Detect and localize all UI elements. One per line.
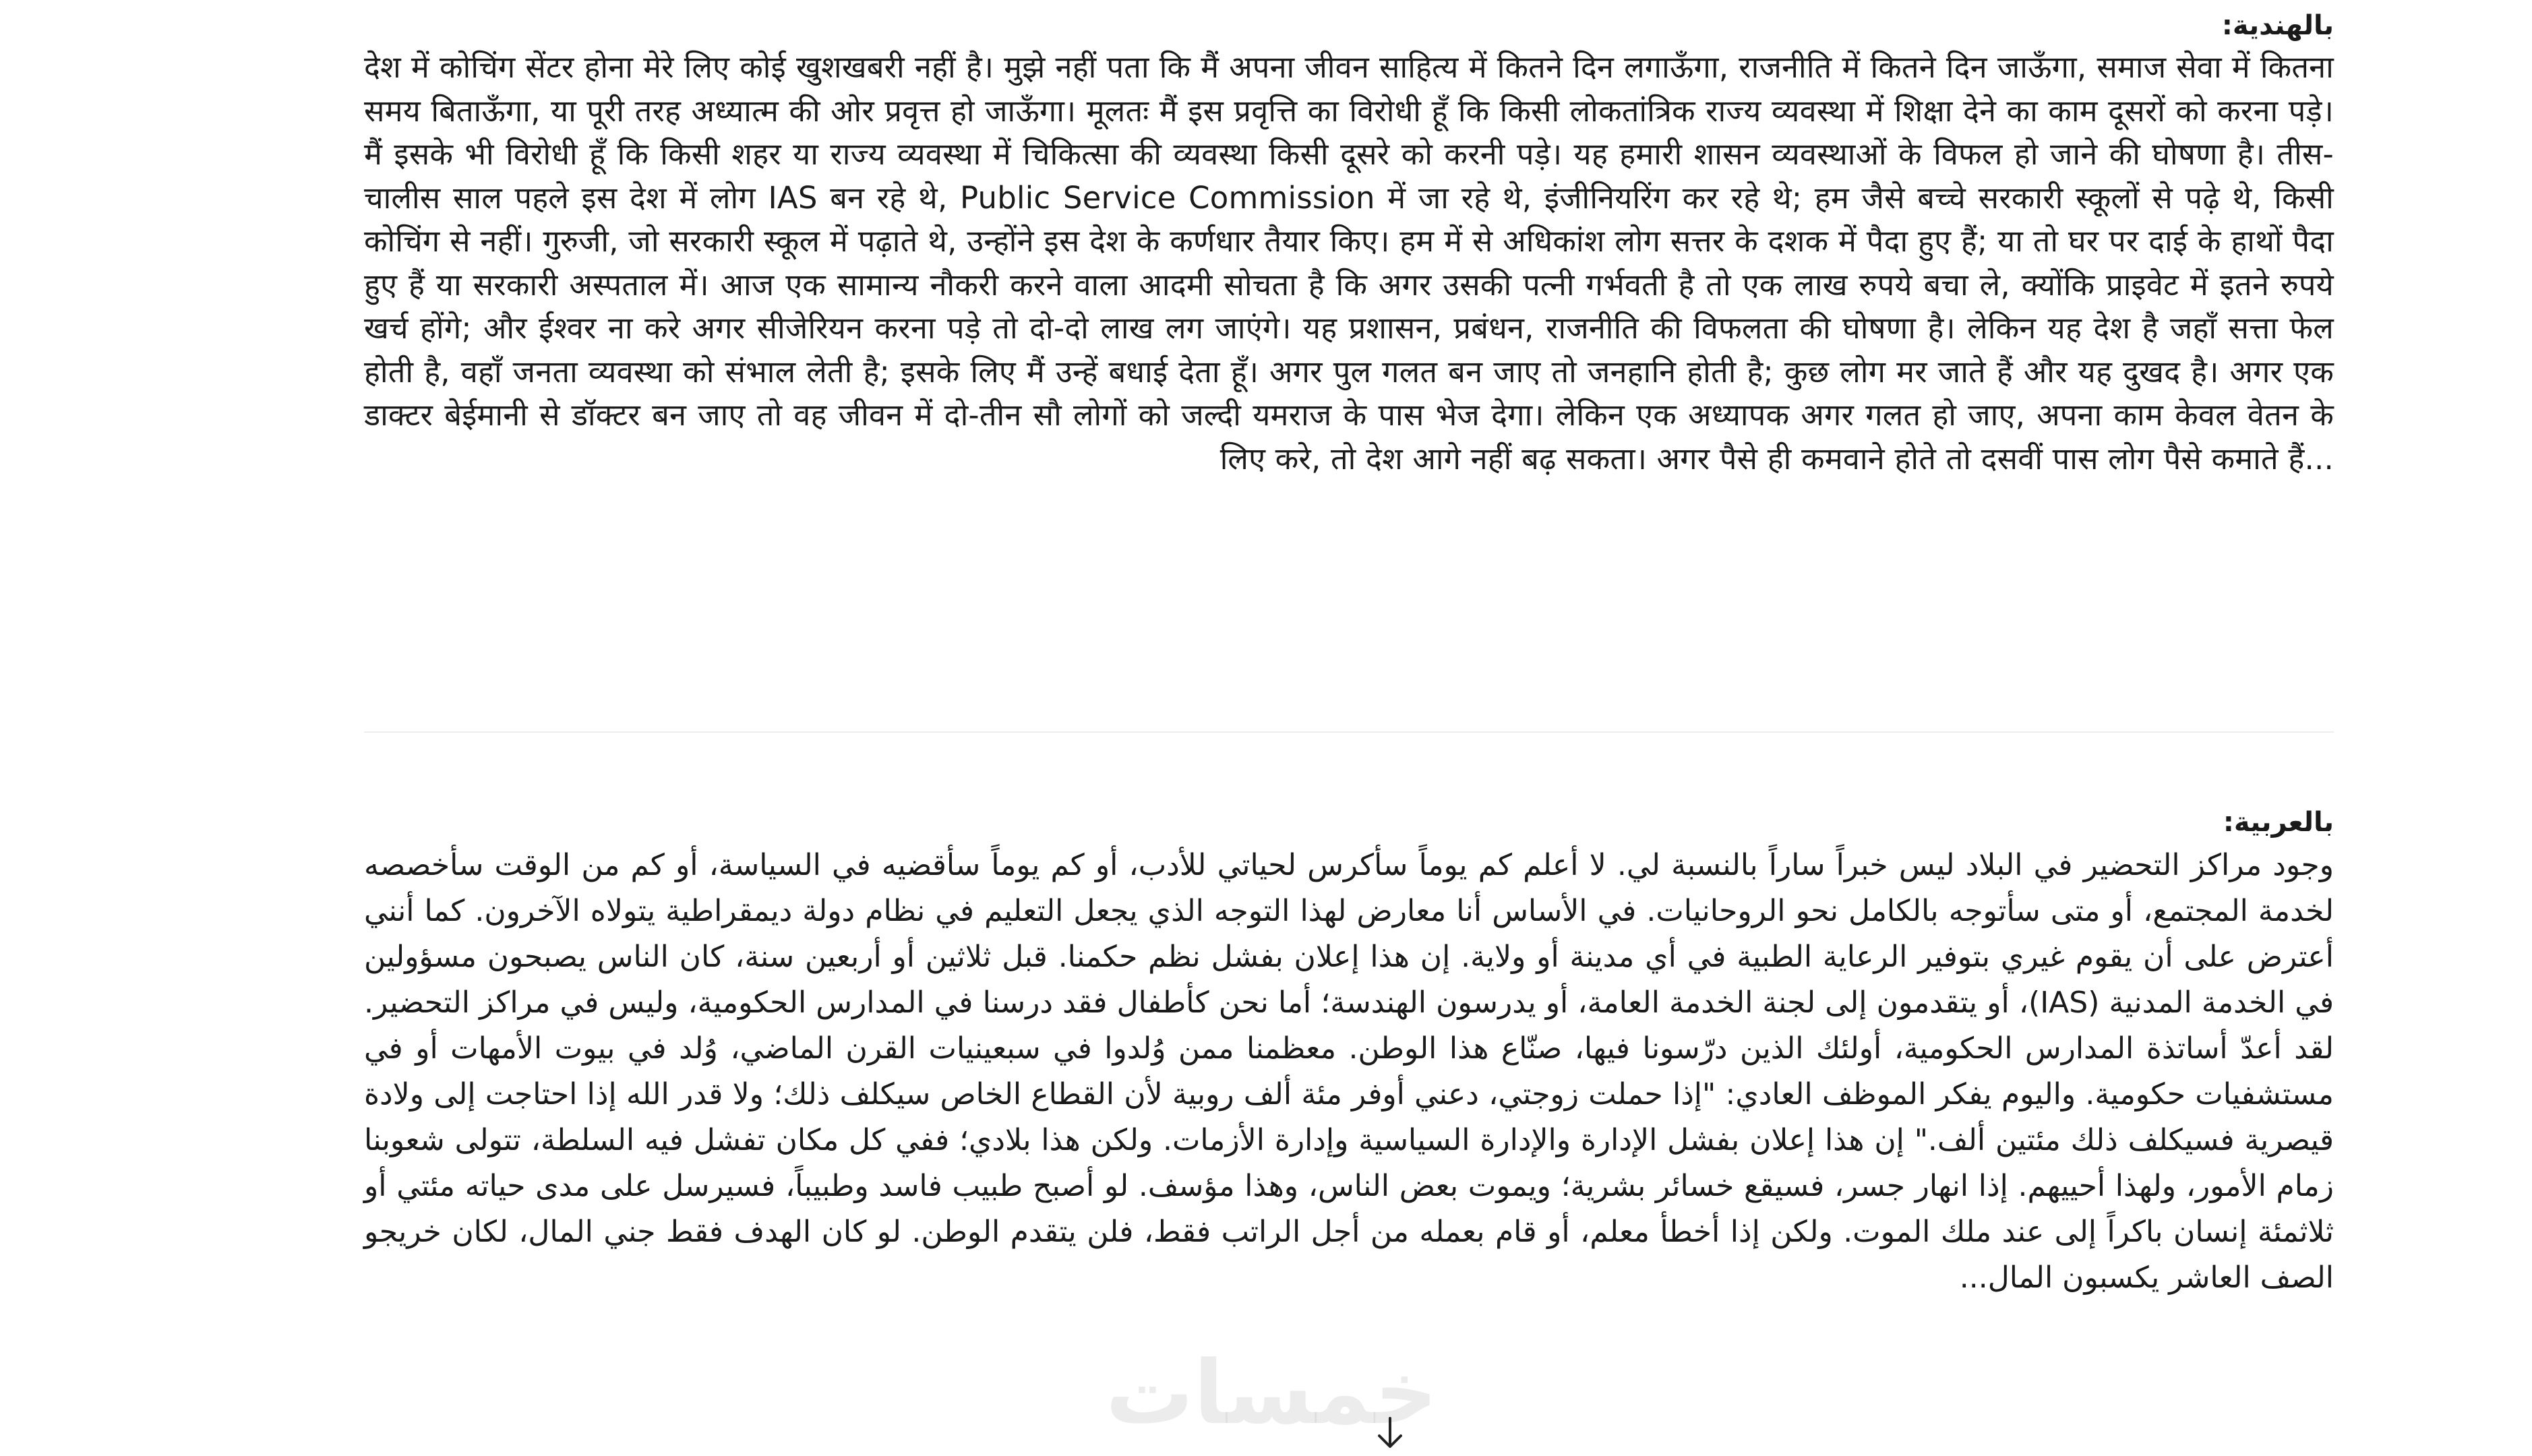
arabic-heading: بالعربية: [2223, 807, 2334, 838]
section-divider [364, 731, 2334, 733]
hindi-section [364, 5, 2334, 481]
watermark-text: خمسات [1106, 1341, 1438, 1444]
arrow-down-icon[interactable] [1370, 1413, 1410, 1453]
arabic-paragraph: وجود مراكز التحضير في البلاد ليس خبراً ساراً بالنسبة لي. لا أعلم كم يوماً سأكرس لحياتي للأدب، أو كم يوماً سأقضيه في السياسة، أو كم من الوقت سأخصصه لخدمة المجتمع، أو متى سأتوجه بالكامل نحو الروحانيات. في الأساس أنا معارض لهذا التوجه الذي يجعل التعليم في نظام دولة ديمقراطية يتولاه الآخرون. كما أنني أعترض على أن يقوم غيري بتوفير الرعاية الطبية في أي مدينة أو ولاية. إن هذا إعلان بفشل نظم حكمنا. قبل ثلاثين أو أربعين سنة، كان الناس يصبحون مسؤولين في الخدمة المدنية (IAS)، أو يتقدمون إلى لجنة الخدمة العامة، أو يدرسون الهندسة؛ أما نحن كأطفال فقد درسنا في المدارس الحكومية، وليس في مراكز التحضير. لقد أعدّ أساتذة المدارس الحكومية، أولئك الذين درّسونا فيها، صنّاع هذا الوطن. معظمنا ممن وُلدوا في سبعينيات القرن الماضي، وُلد في بيوت الأمهات أو في مستشفيات حكومية. واليوم يفكر الموظف العادي: "إذا حملت زوجتي، دعني أوفر مئة ألف روبية لأن القطاع الخاص سيكلف ذلك؛ ولا قدر الله إذا احتاجت إلى ولادة قيصرية فسيكلف ذلك مئتين ألف." إن هذا إعلان بفشل الإدارة والإدارة السياسية وإدارة الأزمات. ولكن هذا بلادي؛ ففي كل مكان تفشل فيه السلطة، تتولى شعوبنا زمام الأمور، ولهذا أحييهم. إذا انهار جسر، فسيقع خسائر بشرية؛ ويموت بعض الناس، وهذا مؤسف. لو أصبح طبيب فاسد وطبيباً، فسيرسل على مدى حياته مئتي أو ثلاثمئة إنسان باكراً إلى عند ملك الموت. ولكن إذا أخطأ معلم، أو قام بعمله من أجل الراتب فقط، فلن يتقدم الوطن. لو كان الهدف فقط جني المال، لكان خريجو الصف العاشر يكسبون المال... [364, 848, 2334, 1295]
arabic-section [364, 802, 2334, 1301]
hindi-paragraph: देश में कोचिंग सेंटर होना मेरे लिए कोई खुशखबरी नहीं है। मुझे नहीं पता कि मैं अपना जीवन साहित्य में कितने दिन लगाऊँगा, राजनीति में कितने दिन जाऊँगा, समाज सेवा में कितना समय बिताऊँगा, या पूरी तरह अध्यात्म की ओर प्रवृत्त हो जाऊँगा। मूलतः मैं इस प्रवृत्ति का विरोधी हूँ कि किसी लोकतांत्रिक राज्य व्यवस्था में शिक्षा देने का काम दूसरों को करना पड़े। मैं इसके भी विरोधी हूँ कि किसी शहर या राज्य व्यवस्था में चिकित्सा की व्यवस्था किसी दूसरे को करनी पड़े। यह हमारी शासन व्यवस्थाओं के विफल हो जाने की घोषणा है। तीस-चालीस साल पहले इस देश में लोग IAS बन रहे थे, Public Service Commission में जा रहे थे, इंजीनियरिंग कर रहे थे; हम जैसे बच्चे सरकारी स्कूलों से पढ़े थे, किसी कोचिंग से नहीं। गुरुजी, जो सरकारी स्कूल में पढ़ाते थे, उन्होंने इस देश के कर्णधार तैयार किए। हम में से अधिकांश लोग सत्तर के दशक में पैदा हुए हैं; या तो घर पर दाई के हाथों पैदा हुए हैं या सरकारी अस्पताल में। आज एक सामान्य नौकरी करने वाला आदमी सोचता है कि अगर उसकी पत्नी गर्भवती है तो एक लाख रुपये बचा ले, क्योंकि प्राइवेट में इतने रुपये खर्च होंगे; और ईश्वर ना करे अगर सीजेरियन करना पड़े तो दो-दो लाख लग जाएंगे। यह प्रशासन, प्रबंधन, राजनीति की विफलता की घोषणा है। लेकिन यह देश है जहाँ सत्ता फेल होती है, वहाँ जनता व्यवस्था को संभाल लेती है; इसके लिए मैं उन्हें बधाई देता हूँ। अगर पुल गलत बन जाए तो जनहानि होती है; कुछ लोग मर जाते हैं और यह दुखद है। अगर एक डाक्टर बेईमानी से डॉक्टर बन जाए तो वह जीवन में दो-तीन सौ लोगों को जल्दी यमराज के पास भेज देगा। लेकिन एक अध्यापक अगर गलत हो जाए, अपना काम केवल वेतन के लिए करे, तो देश आगे नहीं बढ़ सकता। अगर पैसे ही कमवाने होते तो दसवीं पास लोग पैसे कमाते हैं... [364, 49, 2334, 477]
hindi-heading: بالهندية: [2221, 10, 2334, 41]
